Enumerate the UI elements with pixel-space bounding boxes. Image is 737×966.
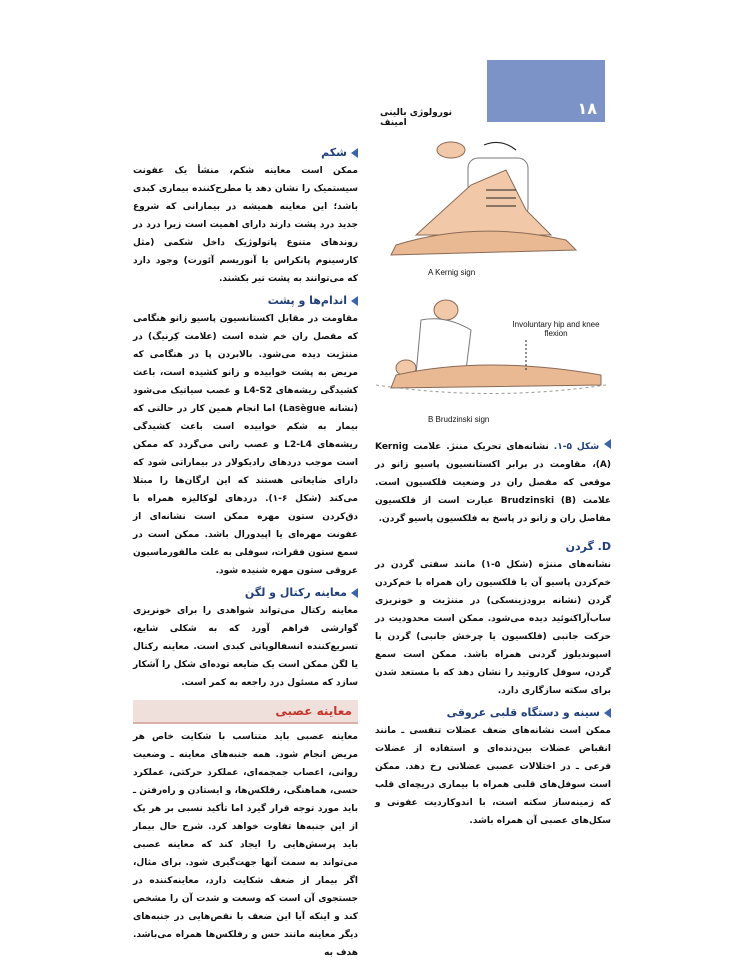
left-column [375,438,611,834]
paragraph-abdomen: ممکن است معاینه شکم، منشأ یک عفونت سیستمیک را نشان دهد یا مطرح‌کننده بیماری کبدی باشد؛ این معاینه همیشه در بیمارانی که شروع جدید درد پشت دارند دارای اهمیت است زیرا درد در روندهای متنوع پاتولوژیک داخل شکمی (مثل کارسینوم پانکراس یا آنوریسم آئورت) وجود دارد که می‌توانند به پشت تیر بکشند. [133,166,358,284]
triangle-bullet-icon [351,296,358,306]
right-column [133,140,358,966]
figure-label-b: B Brudzinski sign [428,415,490,424]
paragraph-rectal-pelvic: معاینه رکتال می‌تواند شواهدی را برای خونریزی گوارشی فراهم آورد که به شکلی شایع، تسریع‌کننده انسفالوپاتی کبدی است. معاینه رکتال یا لگن ممکن است یک ضایعه توده‌ای شکل را آشکار سازد که مسئول درد راجعه به کمر است. [133,606,358,688]
section-heading-neurologic-exam: معاینه عصبی [133,700,358,724]
triangle-bullet-icon [351,148,358,158]
section-heading-neck: D. گردن [565,540,611,553]
kernig-illustration [391,142,576,255]
heading-text: شکم [321,146,347,159]
triangle-bullet-icon [604,439,611,449]
paragraph-chest-cardio: ممکن است نشانه‌های ضعف عضلات تنفسی ـ مانند انقباض عضلات بین‌دنده‌ای و استفاده از عضلات فرعی ـ در اختلالات عصبی عضلانی رخ دهد. ممکن است سوفل‌های قلبی همراه با بیماری دریچه‌ای قلب که زمینه‌ساز سکته است، با اندوکاردیت عفونی و سکل‌های عصبی آن همراه باشد. [375,726,611,826]
caption-text: نشانه‌های تحریک مننژ. علامت Kernig (A)، مقاومت در برابر اکستانسیون پاسیو زانو در موقعی که مفصل ران در وضعیت فلکسیون است. علامت Brudzinski (B) عبارت است از فلکسیون مفاصل ران و زانو در پاسخ به فلکسیون پاسیو گردن. [375,442,611,524]
page-number-block [487,60,605,122]
section-heading-chest-cardio [375,704,611,722]
running-title: نورولوژی بالینی امینف [380,108,452,128]
triangle-bullet-icon [604,708,611,718]
section-heading-abdomen [133,144,358,162]
meningeal-signs-figure [376,140,612,430]
section-heading-limbs-back [133,292,358,310]
heading-text: سینه و دستگاه قلبی عروقی [446,706,600,719]
paragraph-neurologic-exam: معاینه عصبی باید متناسب با شکایت خاص هر مریض انجام شود. همه جنبه‌های معاینه ـ وضعیت روانی، اعصاب جمجمه‌ای، عملکرد حرکتی، عملکرد حسی، هماهنگی، رفلکس‌ها، و ایستادن و راه‌رفتن ـ باید مورد توجه قرار گیرد اما تأکید نسبی بر هر یک از این جنبه‌ها تفاوت خواهد کرد. شرح حال بیمار باید پرسش‌هایی را ایجاد کند که معاینه عصبی می‌تواند به سمت آنها جهت‌گیری شود. برای مثال، اگر بیمار از ضعف شکایت دارد، معاینه‌کننده در جستجوی آن است که وسعت و شدت آن را مشخص کند و اینکه آیا این ضعف با نقص‌هایی در جنبه‌های دیگر معاینه مانند حس و رفلکس‌ها همراه می‌باشد. هدف به [133,732,358,958]
figure-caption [375,438,611,528]
page-number: ۱۸ [577,99,597,118]
paragraph-neck: نشانه‌های مننژه (شکل ۵-۱) مانند سفتی گردن در خم‌کردن پاسیو آن یا فلکسیون ران همراه با خم‌کردن گردن (نشانه برودزینسکی) در مننژیت و خونریزی ساب‌آراکنوئید دیده می‌شود. ممکن است محدودیت در حرکت جانبی (فلکسیون یا چرخش جانبی) گردن با اسپوندیلوز گردنی همراه باشد. ممکن است سمع گردن، سوفل کاروتید را نشان دهد که با مستعد شدن برای سکته سازگاری دارد. [375,560,612,696]
heading-text: معاینه رکتال و لگن [244,586,347,599]
heading-text: اندام‌ها و پشت [267,294,347,307]
paragraph-limbs-back: مقاومت در مقابل اکستانسیون پاسیو زانو هنگامی که مفصل ران خم شده است (علامت کِرنیگ) در مننژیت دیده می‌شود. بالابردن پا در هنگامی که مریض به پشت خوابیده و زانو کشیده است، باعث کشیدگی ریشه‌های L4-S2 و عصب سیاتیک می‌شود (نشانه Lasègue) اما انجام همین کار در حالتی که بیمار به شکم خوابیده است باعث کشیدگی ریشه‌های L2-L4 و عصب رانی می‌گردد که ممکن است موجب دردهای رادیکولار در بیماراتی شود که دارای ضایعاتی هستند که این ارگان‌ها را مبتلا می‌کند (شکل ۶-۱). دردهای لوکالیزه همراه با دق‌کردن ستون مهره ممکن است نشانه‌ای از عفونت مهره‌ای یا اپیدورال باشد. ممکن است در سمع ستون فقرات، سوفلی به علت مالفورماسیون عروقی ستون مهره شنیده شود. [133,314,358,576]
section-heading-rectal-pelvic [133,584,358,602]
caption-title: شکل ۵-۱. [553,442,600,452]
figure-annotation: Involuntary hip and knee flexion [512,320,600,338]
brudzinski-illustration [376,300,606,394]
triangle-bullet-icon [351,588,358,598]
figure-illustration [376,140,612,430]
figure-label-a: A Kernig sign [428,268,476,277]
